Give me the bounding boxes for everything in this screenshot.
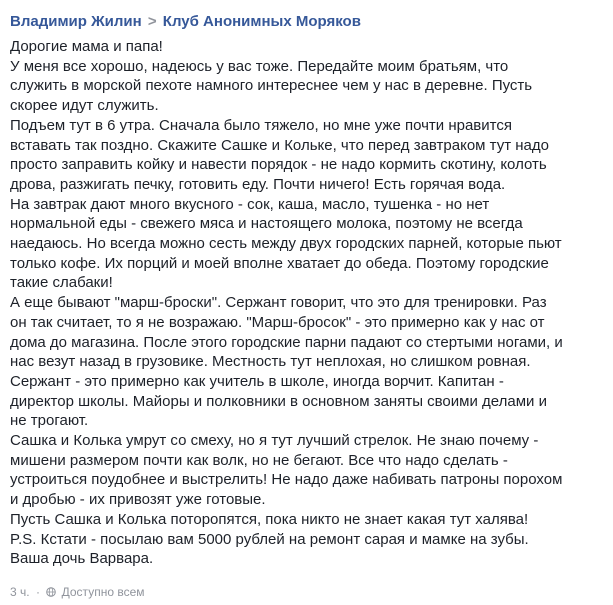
post-text-line: и дробью - их привозят уже готовые. [10,491,266,509]
post-text-line: Пусть Сашка и Колька поторопятся, пока никто не знает какая тут халява! [10,510,529,528]
post-text-line: У меня все хорошо, надеюсь у вас тоже. Передайте моим братьям, что [10,57,509,75]
post-text-line: вставать так поздно. Скажите Сашке и Кольке, что перед завтраком тут надо [10,136,549,154]
post-text-line: дома до магазина. После этого городские парни падают со стертыми ногами, и [10,333,563,351]
post-text-line: дрова, разжигать печку, готовить еду. Почти ничего! Есть горячая вода. [10,175,506,193]
post-body [10,37,606,569]
post-text-line: устроиться поудобнее и выстрелить! Не надо даже набивать патроны порохом [10,471,563,489]
post-text-line: служить в морской пехоте намного интереснее чем у нас в деревне. Пусть [10,77,533,95]
globe-icon [46,587,56,597]
group-link[interactable]: Клуб Анонимных Моряков [162,13,361,30]
post-text-line: такие слабаки! [10,274,113,292]
author-link[interactable]: Владимир Жилин [10,13,142,30]
privacy-button[interactable] [46,585,144,599]
post-text-line: Ваша дочь Варвара. [10,550,154,568]
post-text-line: нас везут назад в грузовике. Местность тут неплохая, но слишком ровная. [10,353,531,371]
post-text-line: Дорогие мама и папа! [10,38,163,55]
post-header [10,11,361,33]
post-footer [10,583,145,601]
post-text-line: нормальной еды - свежего мяса и настоящего молока, поэтому не всегда [10,215,523,233]
post-text-line: На завтрак дают много вкусного - сок, каша, масло, тушенка - но нет [10,195,490,213]
footer-separator: · [35,585,40,599]
post-text-line: Подъем тут в 6 утра. Сначала было тяжело, но мне уже почти нравится [10,116,512,134]
post-text-line: не трогают. [10,412,89,430]
post-text-line: наедаюсь. Но всегда можно сесть между двух городских парней, которые пьют [10,235,562,253]
group-post [10,0,606,605]
post-text-line: P.S. Кстати - посылаю вам 5000 рублей на ремонт сарая и мамке на зубы. [10,530,529,548]
breadcrumb-separator: > [147,13,157,30]
post-text-line: А еще бывают "марш-броски". Сержант говорит, что это для тренировки. Раз [10,294,547,312]
post-text-line: Сашка и Колька умрут со смеху, но я тут лучший стрелок. Не знаю почему - [10,432,539,450]
post-timestamp[interactable]: 3 ч. [10,585,30,599]
post-text-line: мишени размером почти как волк, но не бегают. Все что надо сделать - [10,451,508,469]
post-text-line: просто заправить койку и навести порядок - не надо кормить скотину, колоть [10,156,547,174]
post-text-line: Сержант - это примерно как учитель в школе, иногда ворчит. Капитан - [10,372,504,390]
privacy-label: Доступно всем [61,585,145,599]
post-text-line: директор школы. Майоры и полковники в основном заняты своими делами и [10,392,547,410]
post-text-line: скорее идут служить. [10,97,159,115]
post-text-line: он так считает, то я не возражаю. "Марш-бросок" - это примерно как у нас от [10,313,545,331]
post-text-line: только кофе. Их порций и моей вполне хватает до обеда. Поэтому городские [10,254,549,272]
